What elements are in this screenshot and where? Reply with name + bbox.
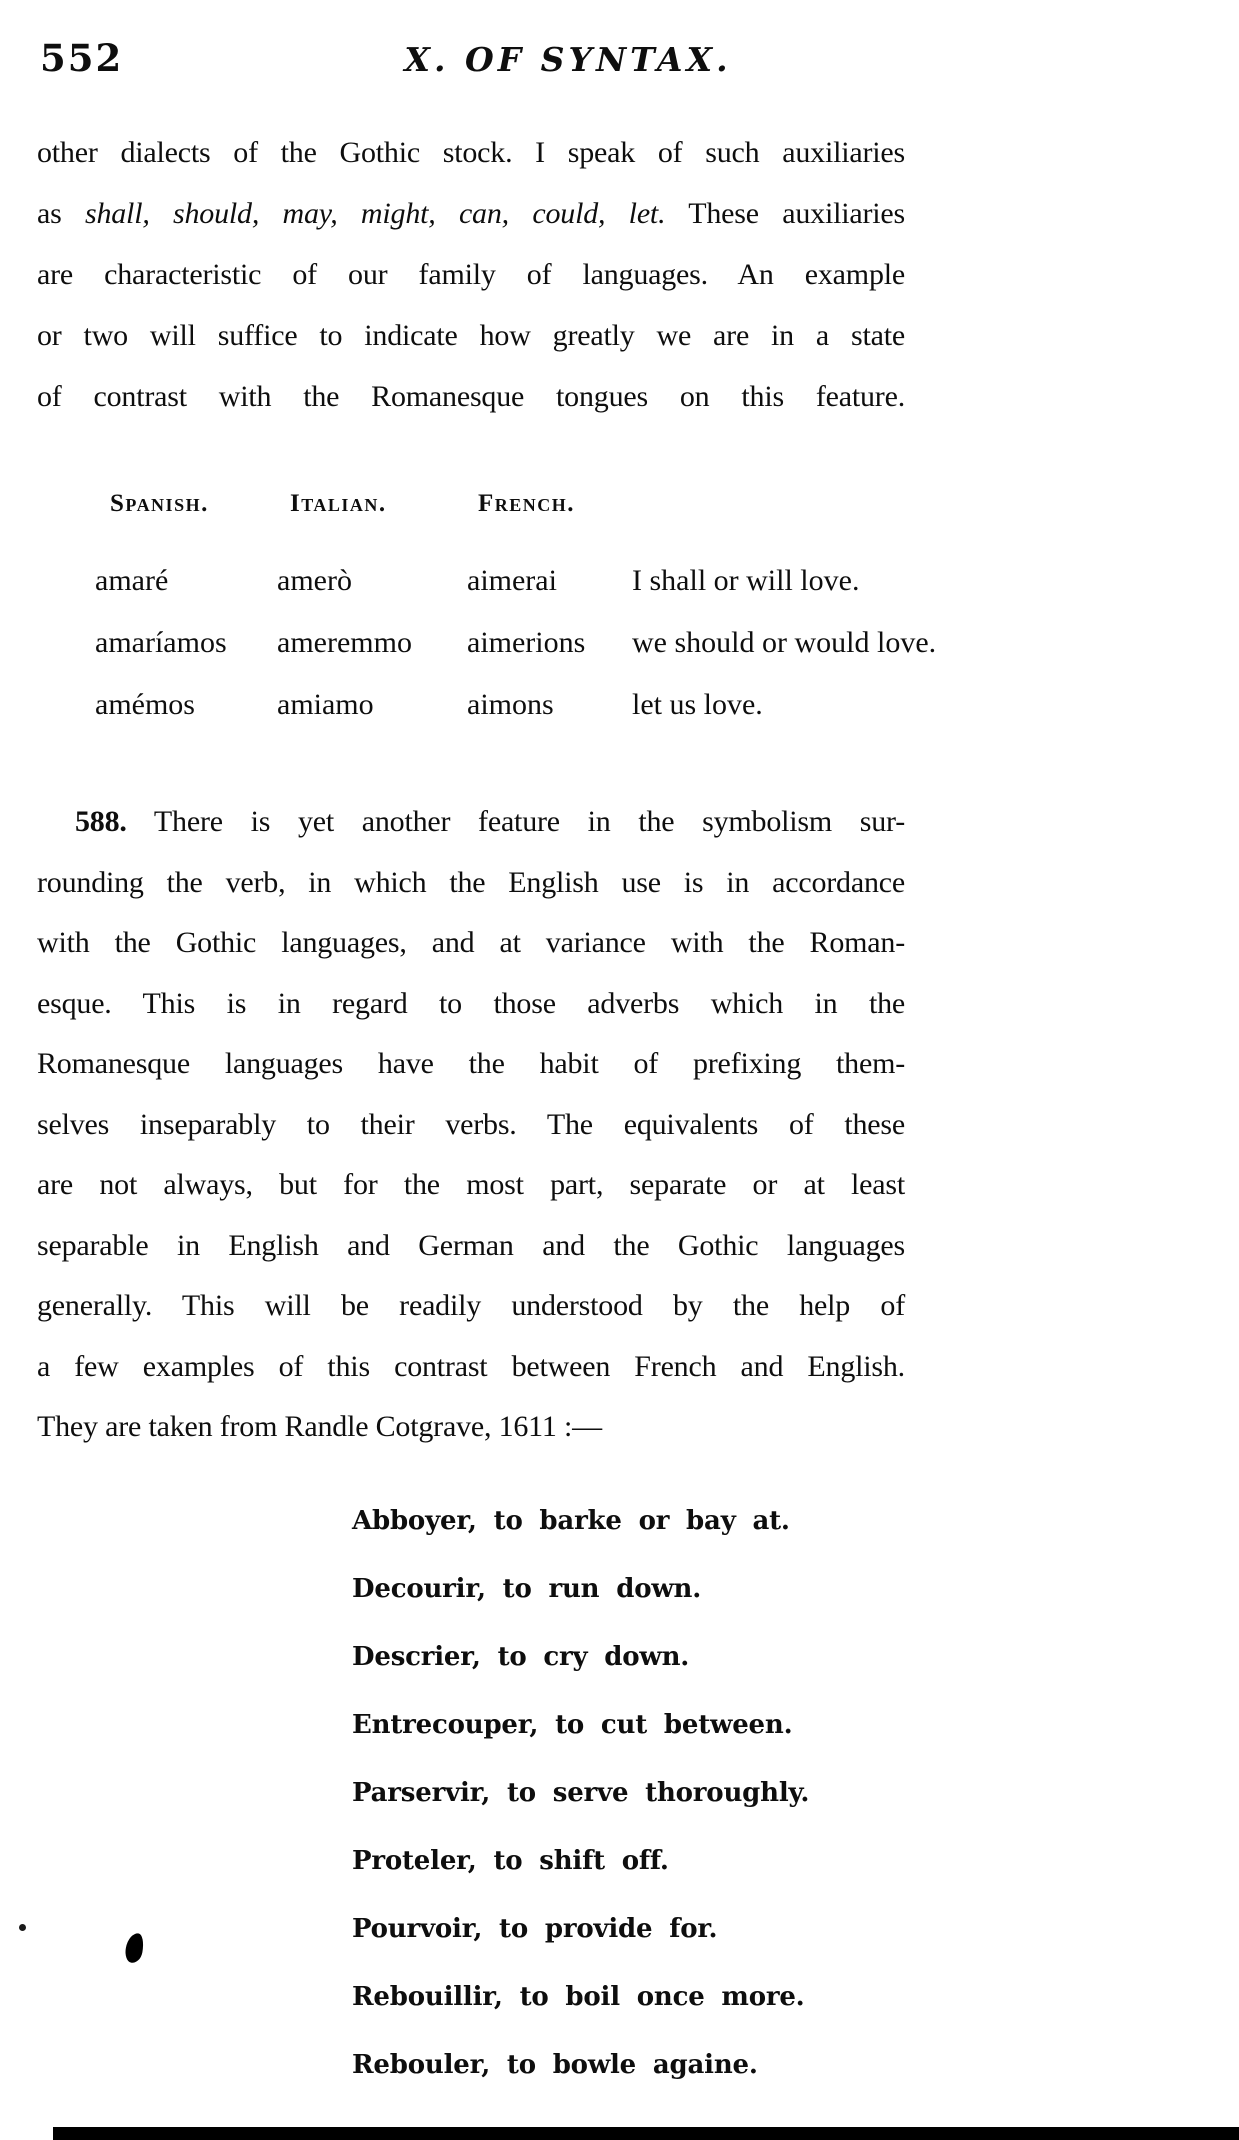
table-cell-english-gloss: let us love. [632, 688, 763, 721]
list-item: Descrier, to cry down. [352, 1642, 690, 1672]
list-item: Entrecouper, to cut between. [352, 1710, 793, 1740]
para588-line-10: a few examples of this contrast between French and English. [37, 1349, 905, 1383]
list-item: Proteler, to shift off. [352, 1846, 669, 1876]
table-header-spanish: Spanish. [110, 490, 209, 517]
list-item: Pourvoir, to provide for. [352, 1914, 718, 1944]
para1-line2-roman-start: as [37, 197, 85, 230]
para1-line-3: are characteristic of our family of languages. An example [37, 258, 905, 291]
table-cell-italian: amiamo [277, 688, 374, 721]
list-item: Decourir, to run down. [352, 1574, 702, 1604]
table-cell-french: aimerai [467, 564, 557, 597]
para588-line-6: selves inseparably to their verbs. The equivalents of these [37, 1107, 905, 1141]
list-item: Rebouillir, to boil once more. [352, 1982, 805, 2012]
table-cell-italian: ameremmo [277, 626, 412, 659]
table-header-italian: Italian. [290, 490, 387, 517]
table-cell-english-gloss: I shall or will love. [632, 564, 860, 597]
para588-line-5: Romanesque languages have the habit of prefixing them- [37, 1047, 905, 1080]
para1-line2-roman-end: These auxiliaries [665, 197, 905, 230]
ink-blot [124, 1932, 146, 1964]
list-item: Rebouler, to bowle againe. [352, 2050, 758, 2080]
table-cell-spanish: amaríamos [95, 626, 227, 659]
para588-line-4: esque. This is in regard to those adverbs which in the [37, 986, 905, 1020]
para588-line-2: rounding the verb, in which the English use is in accordance [37, 865, 905, 899]
section-588-paragraph [37, 792, 905, 1458]
para588-line-8: separable in English and German and the Gothic languages [37, 1228, 905, 1262]
para1-line-5: of contrast with the Romanesque tongues on this feature. [37, 380, 905, 413]
para1-line-1: other dialects of the Gothic stock. I speak of such auxiliaries [37, 136, 905, 169]
table-cell-spanish: amaré [95, 564, 169, 597]
running-title: X. OF SYNTAX. [404, 40, 732, 79]
scan-edge-bar [53, 2127, 1239, 2140]
table-header-french: French. [478, 490, 576, 517]
opening-paragraph [37, 122, 905, 427]
table-cell-french: aimerions [467, 626, 586, 659]
para588-line1-text: There is yet another feature in the symbolism sur- [126, 805, 905, 838]
para588-line-11: They are taken from Randle Cotgrave, 1611 :— [37, 1410, 602, 1443]
list-item: Parservir, to serve thoroughly. [352, 1778, 810, 1808]
table-cell-french: aimons [467, 688, 554, 721]
table-cell-italian: amerò [277, 564, 352, 597]
table-cell-spanish: amémos [95, 688, 195, 721]
conjugation-table [0, 490, 960, 730]
para1-line-4: or two will suffice to indicate how greatly we are in a state [37, 319, 905, 352]
para588-line-9: generally. This will be readily understood by the help of [37, 1289, 905, 1322]
para588-line-1 [37, 792, 905, 853]
para1-line-2 [37, 183, 905, 244]
ink-speck [19, 1924, 26, 1931]
cotgrave-verb-list [352, 1487, 1052, 2099]
page-number: 552 [40, 36, 124, 80]
para1-line2-italic-auxiliaries: shall, should, may, might, can, could, let. [84, 197, 666, 230]
table-cell-english-gloss: we should or would love. [632, 626, 937, 659]
para588-line-3: with the Gothic languages, and at variance with the Roman- [37, 926, 905, 959]
section-number: 588. [75, 805, 127, 838]
para588-line-7: are not always, but for the most part, separate or at least [37, 1168, 905, 1201]
list-item: Abboyer, to barke or bay at. [352, 1506, 790, 1536]
